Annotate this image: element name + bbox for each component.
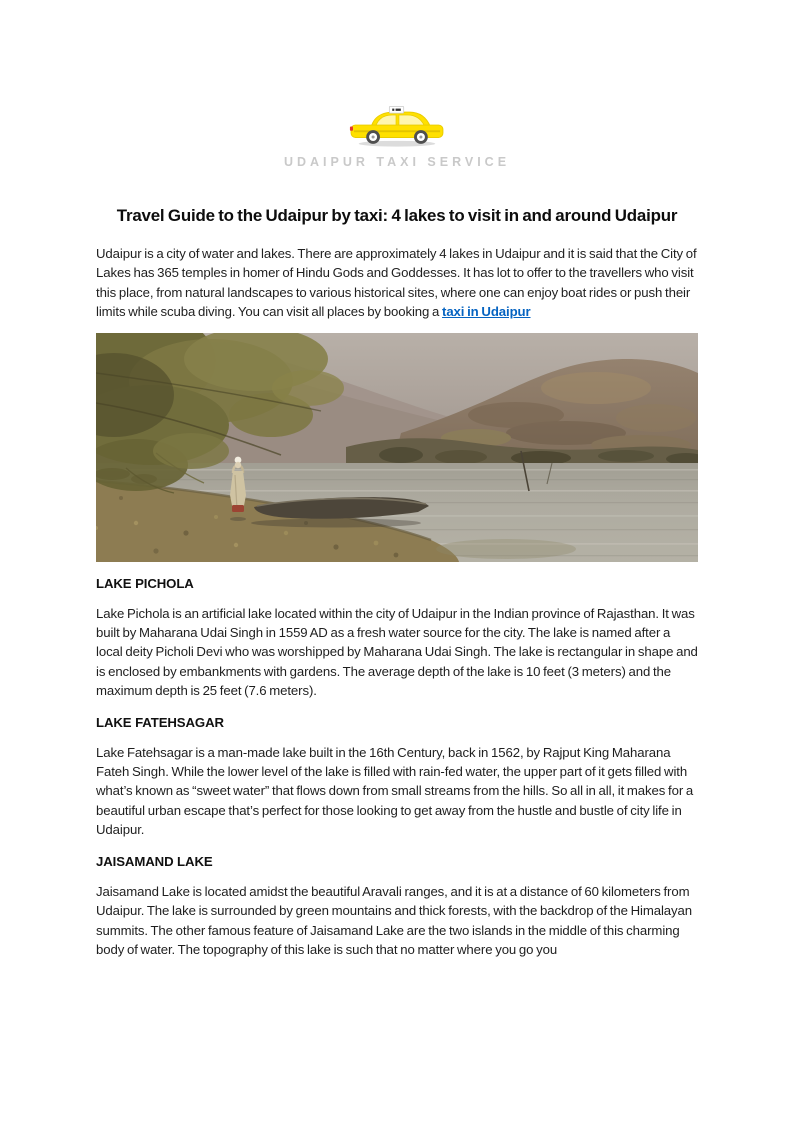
section-paragraph-lake-pichola: Lake Pichola is an artificial lake located within the city of Udaipur in the Indian province of Rajasthan. It was built by Maharana Udai Singh in 1559 AD as a fresh water source for the city. The lake is named after a local deity Picholi Devi who was worshipped by Maharana Udai Singh. The lake is rectangular in shape and is enclosed by embankments with gardens. The average depth of the lake is 10 feet (3 meters) and the maximum depth is 25 feet (7.6 meters).	[96, 605, 698, 699]
taxi-in-udaipur-link[interactable]: taxi in Udaipur	[442, 304, 531, 320]
logo	[0, 0, 794, 169]
section-jaisamand-lake	[96, 852, 698, 960]
page-title: Travel Guide to the Udaipur by taxi: 4 lakes to visit in and around Udaipur	[116, 206, 678, 225]
intro-text: Udaipur is a city of water and lakes. There are approximately 4 lakes in Udaipur and it is said that the City of Lakes has 365 temples in homer of Hindu Gods and Goddesses. It has lot to offer to the travellers who visit this place, from natural landscapes to various historical sites, where one can enjoy boat rides or push their limits while scuba diving. You can visit all places by booking a	[96, 246, 697, 320]
section-paragraph-jaisamand-lake: Jaisamand Lake is located amidst the beautiful Aravali ranges, and it is at a distance of 60 kilometers from Udaipur. The lake is surrounded by green mountains and thick forests, with the backdrop of the Himalayan summits. The other famous feature of Jaisamand Lake are the two islands in the middle of this charming body of water. The topography of this lake is such that no matter where you go you	[96, 883, 692, 957]
section-lake-pichola	[96, 574, 698, 701]
lake-photo	[96, 333, 698, 562]
logo-text: UDAIPUR TAXI SERVICE	[283, 155, 511, 169]
section-lake-fatehsagar	[96, 713, 698, 840]
section-heading-lake-fatehsagar: LAKE FATEHSAGAR	[96, 714, 224, 730]
taxi-icon	[342, 104, 452, 148]
article	[96, 202, 698, 959]
section-paragraph-lake-fatehsagar: Lake Fatehsagar is a man-made lake built in the 16th Century, back in 1562, by Rajput King Maharana Fateh Singh. While the lower level of the lake is filled with rain-fed water, the upper part of it gets filled with what’s known as “sweet water” that flows down from small streams from the hills. So all in all, it makes for a beautiful urban escape that’s perfect for those looking to get away from the hustle and bustle of city life in Udaipur.	[96, 744, 694, 838]
intro-paragraph	[96, 244, 698, 322]
section-heading-jaisamand-lake: JAISAMAND LAKE	[96, 853, 213, 869]
lake-photo-illustration	[96, 333, 698, 562]
section-heading-lake-pichola: LAKE PICHOLA	[96, 575, 194, 591]
